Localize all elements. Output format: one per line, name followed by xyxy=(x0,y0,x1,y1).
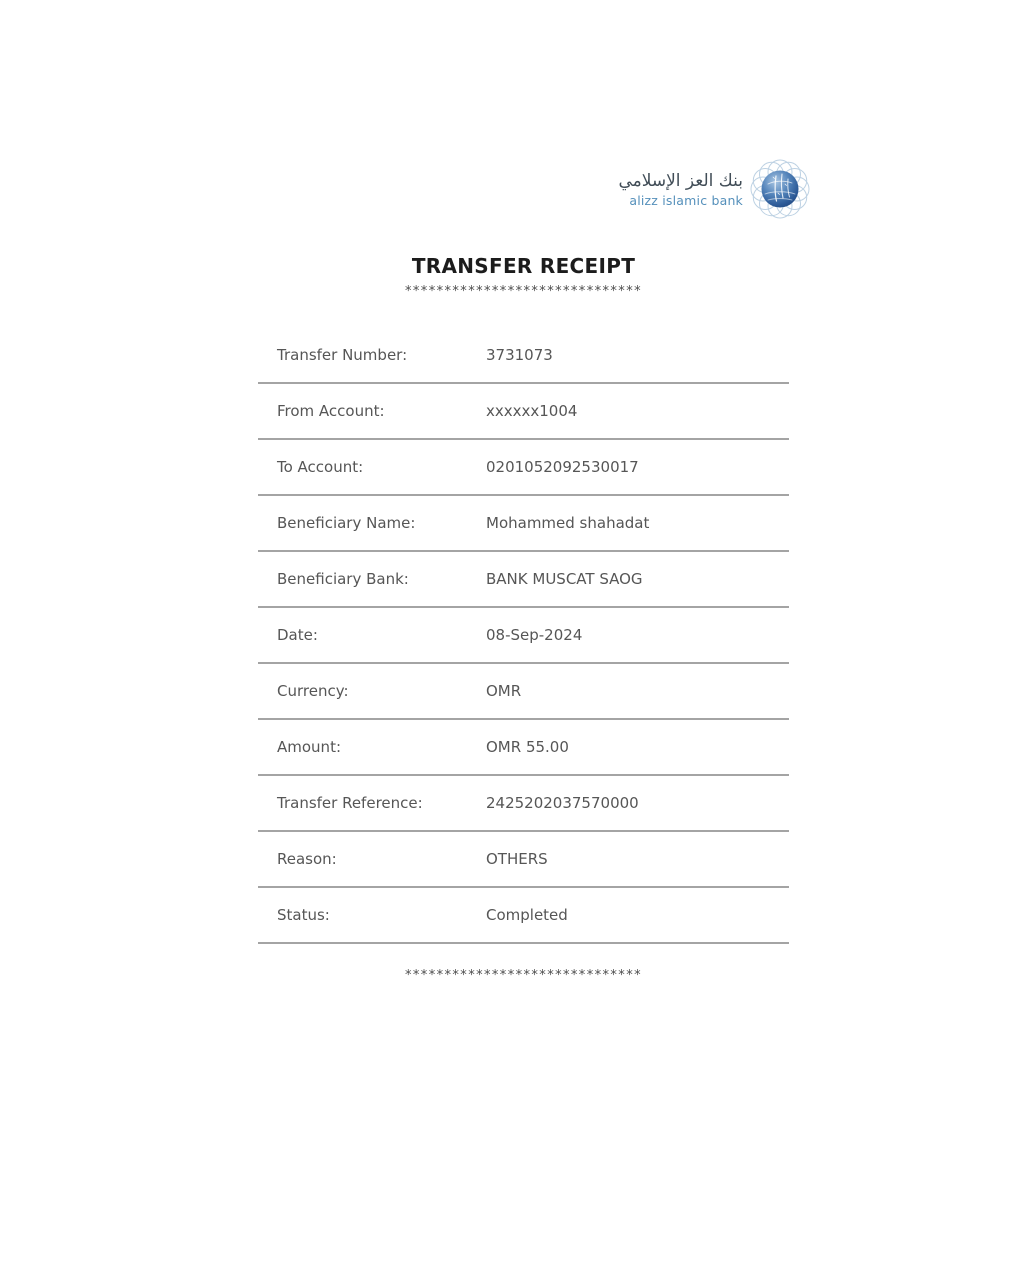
field-value: OMR 55.00 xyxy=(486,738,569,756)
field-value: 0201052092530017 xyxy=(486,458,639,476)
field-label: Transfer Number: xyxy=(277,346,408,364)
field-value: BANK MUSCAT SAOG xyxy=(486,570,643,588)
bank-rosette-globe-icon xyxy=(750,159,810,219)
field-label: Date: xyxy=(277,626,318,644)
field-value: 2425202037570000 xyxy=(486,794,639,812)
field-value: OTHERS xyxy=(486,850,548,868)
receipt-row xyxy=(258,383,789,439)
receipt-row xyxy=(258,775,789,831)
receipt-row xyxy=(258,439,789,495)
field-label: Beneficiary Bank: xyxy=(277,570,409,588)
field-value: Mohammed shahadat xyxy=(486,514,650,532)
field-label: Beneficiary Name: xyxy=(277,514,416,532)
field-label: Reason: xyxy=(277,850,337,868)
receipt-row xyxy=(258,663,789,719)
bank-name-arabic: بنك العز الإسلامي xyxy=(618,171,743,191)
field-value: 3731073 xyxy=(486,346,553,364)
field-value: Completed xyxy=(486,906,568,924)
field-label: Amount: xyxy=(277,738,341,756)
bank-name-latin: alizz islamic bank xyxy=(629,193,743,208)
receipt-table-body xyxy=(258,328,789,943)
field-value: OMR xyxy=(486,682,522,700)
receipt-title: TRANSFER RECEIPT xyxy=(411,254,636,278)
receipt-row xyxy=(258,887,789,943)
bank-logo xyxy=(620,157,810,221)
field-value: 08-Sep-2024 xyxy=(486,626,583,644)
field-label: Currency: xyxy=(277,682,349,700)
field-label: Transfer Reference: xyxy=(277,794,423,812)
field-label: Status: xyxy=(277,906,330,924)
field-label: To Account: xyxy=(277,458,364,476)
receipt-row xyxy=(258,831,789,887)
receipt-row xyxy=(258,719,789,775)
receipt-row xyxy=(258,495,789,551)
divider-asterisks-top: ****************************** xyxy=(405,284,642,299)
divider-asterisks-bottom: ****************************** xyxy=(405,968,642,983)
receipt-row xyxy=(258,607,789,663)
bank-logo-text xyxy=(618,170,743,208)
field-value: xxxxxx1004 xyxy=(486,402,578,420)
receipt-row xyxy=(258,328,789,383)
field-label: From Account: xyxy=(277,402,385,420)
receipt-table xyxy=(258,328,789,944)
receipt-row xyxy=(258,551,789,607)
